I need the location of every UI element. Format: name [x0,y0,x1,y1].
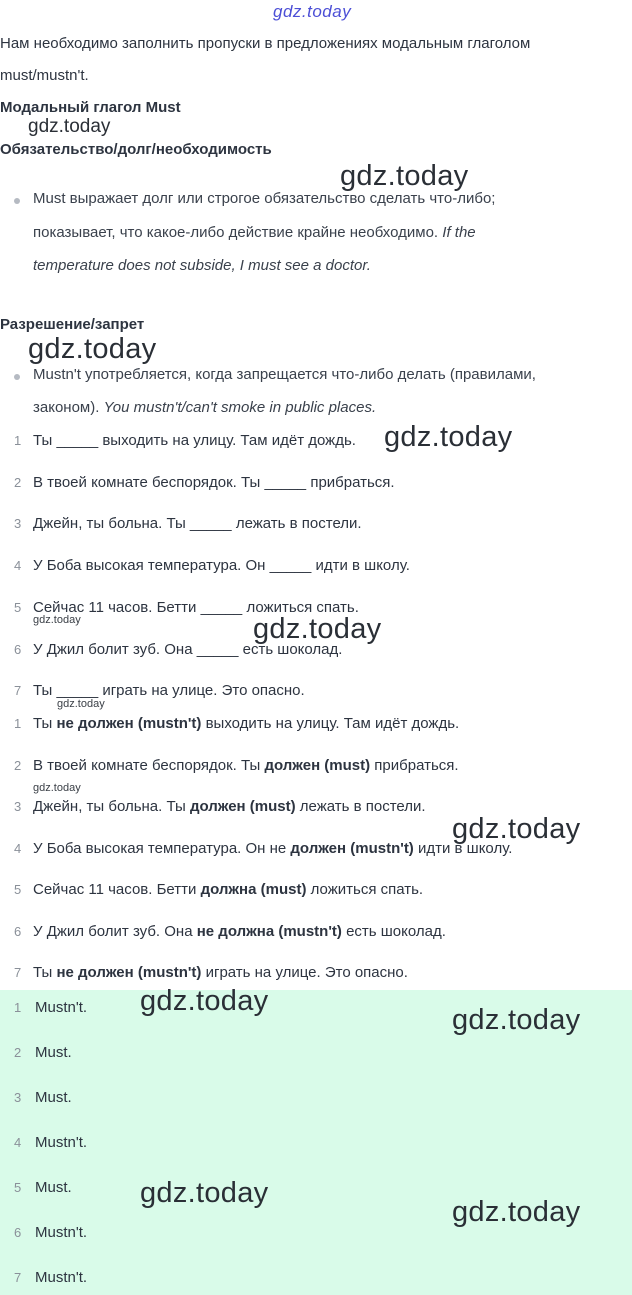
watermark: gdz.today [340,160,469,192]
translation-item: Ты не должен (mustn't) выходить на улицу. Там идёт дождь. [33,715,460,732]
exercise-number: 3 [14,516,22,531]
must-rule-line-1: Must выражает долг или строгое обязательство сделать что-либо; [33,190,496,207]
site-logo[interactable]: gdz.today [273,2,352,21]
translation-number: 5 [14,882,22,897]
bullet-dot [14,374,20,380]
watermark: gdz.today [140,1177,269,1209]
exercise-item: Ты _____ играть на улице. Это опасно. [33,682,305,699]
intro-line-2: must/mustn't. [0,67,89,84]
exercise-item: Джейн, ты больна. Ты _____ лежать в постели. [33,515,362,532]
answer-item: Mustn't. [35,1269,88,1286]
intro-line-1: Нам необходимо заполнить пропуски в предложениях модальным глаголом [0,35,531,52]
translation-item: Ты не должен (mustn't) играть на улице. Это опасно. [33,964,408,981]
exercise-item: Ты _____ выходить на улицу. Там идёт дождь. [33,432,356,449]
answer-number: 4 [14,1135,22,1150]
answer-item: Mustn't. [35,999,88,1016]
must-rule-line-3: temperature does not subside, I must see a doctor. [33,257,371,274]
exercise-number: 5 [14,600,22,615]
must-heading: Модальный глагол Must [0,99,181,116]
watermark: gdz.today [57,698,105,710]
exercise-number: 1 [14,433,22,448]
answer-number: 2 [14,1045,22,1060]
must-rule-line-2: показывает, что какое-либо действие крайне необходимо. If the [33,224,476,241]
exercise-number: 6 [14,642,22,657]
answer-number: 1 [14,1000,22,1015]
translation-number: 3 [14,799,22,814]
exercise-item: В твоей комнате беспорядок. Ты _____ прибраться. [33,474,395,491]
bullet-dot [14,198,20,204]
answer-number: 3 [14,1090,22,1105]
answer-number: 5 [14,1180,22,1195]
answer-number: 7 [14,1270,22,1285]
answer-item: Must. [35,1089,72,1106]
answer-item: Must. [35,1179,72,1196]
answer-number: 6 [14,1225,22,1240]
translation-number: 6 [14,924,22,939]
translation-item: Джейн, ты больна. Ты должен (must) лежать в постели. [33,798,426,815]
exercise-item: Сейчас 11 часов. Бетти _____ ложиться спать. [33,599,359,616]
exercise-number: 2 [14,475,22,490]
watermark: gdz.today [140,985,269,1017]
translation-number: 4 [14,841,22,856]
watermark: gdz.today [253,613,382,645]
mustnt-rule-line-2: законом). You mustn't/can't smoke in public places. [33,399,377,416]
watermark: gdz.today [452,1004,581,1036]
translation-item: У Боба высокая температура. Он не должен (mustn't) идти в школу. [33,840,513,857]
watermark: gdz.today [452,813,581,845]
watermark: gdz.today [28,116,111,137]
mustnt-rule-line-1: Mustn't употребляется, когда запрещается что-либо делать (правилами, [33,366,536,383]
translation-item: В твоей комнате беспорядок. Ты должен (must) прибраться. [33,757,459,774]
mustnt-heading: Разрешение/запрет [0,316,145,333]
must-subheading: Обязательство/долг/необходимость [0,141,272,158]
answer-item: Mustn't. [35,1134,88,1151]
exercise-number: 4 [14,558,22,573]
watermark: gdz.today [33,782,81,794]
watermark: gdz.today [33,614,81,626]
translation-number: 7 [14,965,22,980]
translation-item: Сейчас 11 часов. Бетти должна (must) ложиться спать. [33,881,424,898]
answer-item: Mustn't. [35,1224,88,1241]
watermark: gdz.today [452,1196,581,1228]
translation-number: 2 [14,758,22,773]
watermark: gdz.today [384,421,513,453]
translation-number: 1 [14,716,22,731]
translation-item: У Джил болит зуб. Она не должна (mustn't) есть шоколад. [33,923,446,940]
exercise-item: У Джил болит зуб. Она _____ есть шоколад. [33,641,343,658]
exercise-number: 7 [14,683,22,698]
exercise-item: У Боба высокая температура. Он _____ идти в школу. [33,557,410,574]
answer-item: Must. [35,1044,72,1061]
watermark: gdz.today [28,333,157,365]
